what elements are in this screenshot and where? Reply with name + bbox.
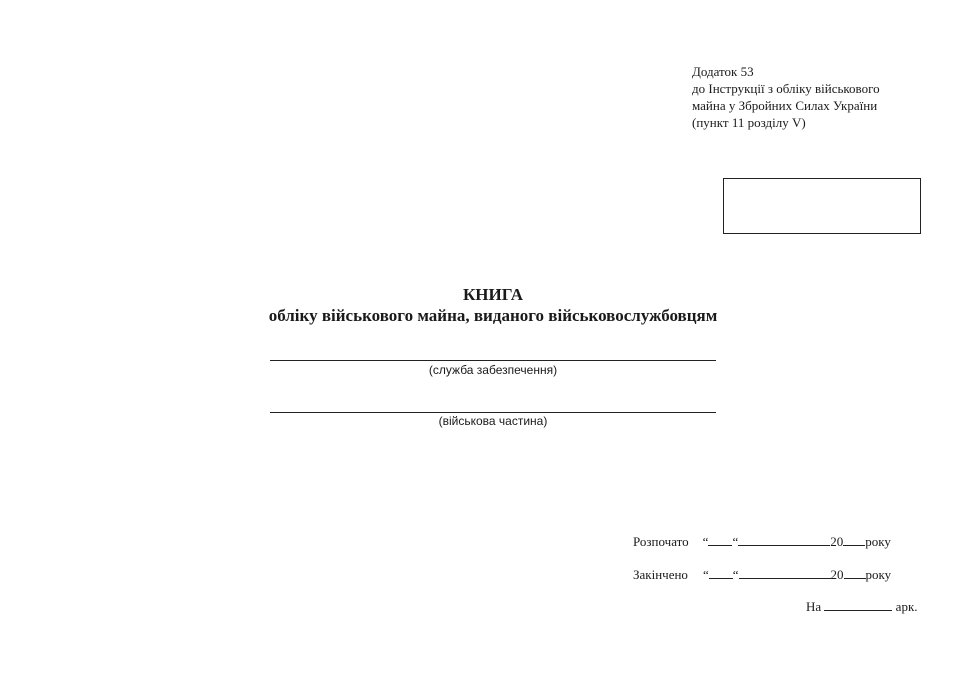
sheets-count-blank[interactable] bbox=[824, 598, 892, 611]
finished-month-blank[interactable] bbox=[739, 566, 831, 579]
service-field-line[interactable] bbox=[270, 360, 716, 361]
appendix-line: Додаток 53 bbox=[692, 64, 754, 79]
appendix-line: (пункт 11 розділу V) bbox=[692, 115, 806, 130]
book-subtitle: обліку військового майна, виданого військовослужбовцям bbox=[268, 306, 718, 325]
finished-label: Закінчено bbox=[633, 567, 688, 582]
started-month-blank[interactable] bbox=[738, 533, 830, 546]
open-quote: “ bbox=[702, 534, 709, 549]
close-quote: “ bbox=[732, 534, 739, 549]
century-prefix: 20 bbox=[830, 534, 844, 549]
started-date-row bbox=[633, 533, 891, 550]
unit-field-line[interactable] bbox=[270, 412, 716, 413]
year-word: року bbox=[865, 534, 891, 549]
century-prefix: 20 bbox=[830, 567, 844, 582]
sheets-count-row bbox=[806, 598, 918, 615]
year-word: року bbox=[865, 567, 892, 582]
open-quote: “ bbox=[702, 567, 709, 582]
close-quote: “ bbox=[732, 567, 739, 582]
finished-day-blank[interactable] bbox=[709, 566, 733, 579]
registration-box[interactable] bbox=[723, 178, 921, 234]
sheets-abbr: арк. bbox=[895, 599, 918, 614]
started-label: Розпочато bbox=[633, 534, 689, 549]
appendix-line: майна у Збройних Силах України bbox=[692, 98, 878, 113]
finished-date-row bbox=[633, 566, 891, 583]
service-field-caption: (служба забезпечення) bbox=[428, 363, 558, 377]
appendix-note bbox=[692, 63, 880, 131]
started-day-blank[interactable] bbox=[708, 533, 732, 546]
book-title: КНИГА bbox=[462, 285, 523, 304]
unit-field-caption: (військова частина) bbox=[438, 414, 548, 428]
appendix-line: до Інструкції з обліку військового bbox=[692, 81, 880, 96]
finished-year-blank[interactable] bbox=[844, 566, 866, 579]
sheets-on-label: На bbox=[806, 599, 822, 614]
started-year-blank[interactable] bbox=[843, 533, 865, 546]
